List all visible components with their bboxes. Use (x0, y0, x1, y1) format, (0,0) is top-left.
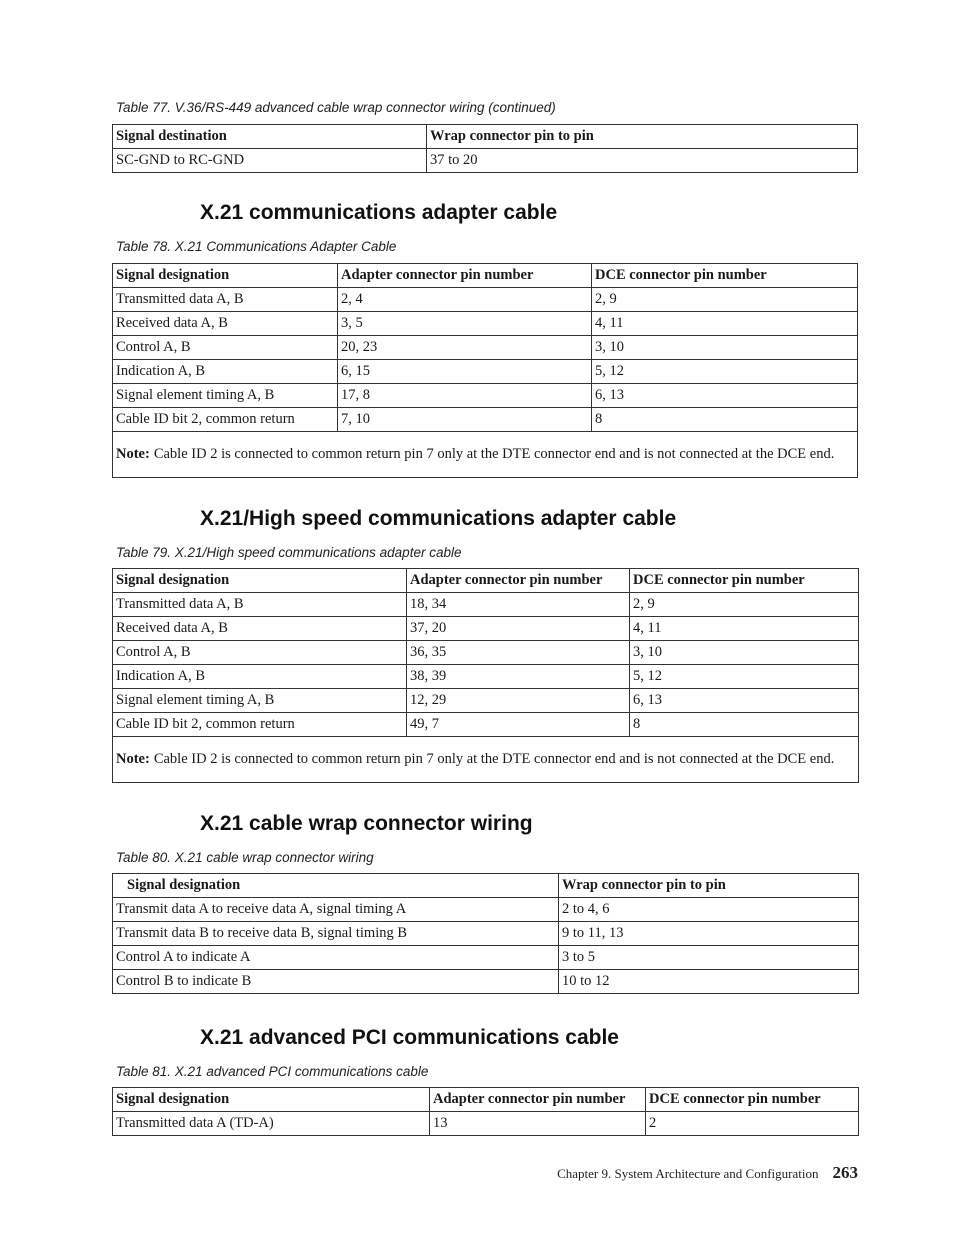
table-cell: 17, 8 (338, 384, 592, 408)
table-row (113, 665, 859, 689)
table-cell: 6, 13 (592, 384, 858, 408)
column-header: Signal designation (113, 1088, 430, 1112)
section-heading-x21-high-speed-cable: X.21/High speed communications adapter cable (200, 507, 677, 530)
table-header-row (113, 125, 858, 149)
table-80 (112, 873, 859, 994)
table-cell: 6, 15 (338, 360, 592, 384)
column-header: Signal designation (113, 569, 407, 593)
table-row (113, 149, 858, 173)
note-label: Note: (116, 446, 150, 462)
table-cell: 9 to 11, 13 (559, 922, 859, 946)
section-heading-x21-adapter-cable: X.21 communications adapter cable (200, 201, 558, 224)
table-cell: 8 (592, 408, 858, 432)
table-row (113, 288, 858, 312)
column-header: Adapter connector pin number (430, 1088, 646, 1112)
table-80-caption: Table 80. X.21 cable wrap connector wiring (116, 850, 374, 865)
table-cell: 38, 39 (407, 665, 630, 689)
table-cell: Transmit data A to receive data A, signal timing A (113, 898, 559, 922)
table-cell: 4, 11 (630, 617, 859, 641)
table-cell: 2, 4 (338, 288, 592, 312)
footer-chapter-title: Chapter 9. System Architecture and Configuration (557, 1166, 819, 1181)
column-header: Adapter connector pin number (407, 569, 630, 593)
table-cell: 2 to 4, 6 (559, 898, 859, 922)
table-row (113, 336, 858, 360)
table-row (113, 360, 858, 384)
table-note-row (113, 737, 859, 783)
table-note-row (113, 432, 858, 478)
table-note (113, 737, 859, 783)
table-header-row (113, 1088, 859, 1112)
table-cell: 6, 13 (630, 689, 859, 713)
table-cell: Signal element timing A, B (113, 689, 407, 713)
table-row (113, 898, 859, 922)
table-note (113, 432, 858, 478)
column-header: Signal designation (113, 874, 559, 898)
table-cell: 3, 10 (592, 336, 858, 360)
page-number: 263 (832, 1163, 858, 1182)
table-cell: 13 (430, 1112, 646, 1136)
table-cell: Indication A, B (113, 360, 338, 384)
table-cell: SC-GND to RC-GND (113, 149, 427, 173)
table-cell: 36, 35 (407, 641, 630, 665)
column-header: Adapter connector pin number (338, 264, 592, 288)
table-cell: 18, 34 (407, 593, 630, 617)
table-cell: 12, 29 (407, 689, 630, 713)
table-cell: Received data A, B (113, 312, 338, 336)
table-79 (112, 568, 859, 783)
table-79-caption: Table 79. X.21/High speed communications adapter cable (116, 545, 462, 560)
table-cell: Transmitted data A, B (113, 288, 338, 312)
table-78-caption: Table 78. X.21 Communications Adapter Cable (116, 239, 397, 254)
page-footer (557, 1163, 858, 1183)
table-cell: Cable ID bit 2, common return (113, 408, 338, 432)
table-77 (112, 124, 858, 173)
table-81-caption: Table 81. X.21 advanced PCI communications cable (116, 1064, 429, 1079)
table-cell: Signal element timing A, B (113, 384, 338, 408)
table-cell: 5, 12 (630, 665, 859, 689)
column-header: Wrap connector pin to pin (559, 874, 859, 898)
table-row (113, 617, 859, 641)
section-heading-x21-advanced-pci-cable: X.21 advanced PCI communications cable (200, 1026, 619, 1049)
column-header: DCE connector pin number (646, 1088, 859, 1112)
table-cell: 2 (646, 1112, 859, 1136)
table-cell: Transmitted data A (TD-A) (113, 1112, 430, 1136)
table-77-caption: Table 77. V.36/RS-449 advanced cable wrap connector wiring (continued) (116, 100, 556, 115)
table-cell: 5, 12 (592, 360, 858, 384)
table-header-row (113, 874, 859, 898)
table-row (113, 946, 859, 970)
table-row (113, 312, 858, 336)
table-row (113, 713, 859, 737)
table-cell: Control A, B (113, 336, 338, 360)
table-row (113, 384, 858, 408)
table-78 (112, 263, 858, 478)
table-row (113, 641, 859, 665)
section-heading-x21-wrap-connector: X.21 cable wrap connector wiring (200, 812, 533, 835)
table-row (113, 593, 859, 617)
table-row (113, 970, 859, 994)
table-cell: 37, 20 (407, 617, 630, 641)
table-row (113, 1112, 859, 1136)
table-header-row (113, 264, 858, 288)
column-header: Signal destination (113, 125, 427, 149)
note-text: Cable ID 2 is connected to common return pin 7 only at the DTE connector end and is not connected at the DCE end. (153, 446, 835, 462)
table-cell: 49, 7 (407, 713, 630, 737)
table-cell: 7, 10 (338, 408, 592, 432)
table-cell: 3, 10 (630, 641, 859, 665)
table-row (113, 922, 859, 946)
table-cell: Transmit data B to receive data B, signal timing B (113, 922, 559, 946)
table-header-row (113, 569, 859, 593)
table-row (113, 689, 859, 713)
table-cell: Received data A, B (113, 617, 407, 641)
table-cell: 3 to 5 (559, 946, 859, 970)
table-cell: 8 (630, 713, 859, 737)
table-cell: 10 to 12 (559, 970, 859, 994)
note-text: Cable ID 2 is connected to common return pin 7 only at the DTE connector end and is not connected at the DCE end. (153, 751, 835, 767)
column-header: DCE connector pin number (630, 569, 859, 593)
table-81 (112, 1087, 859, 1136)
table-cell: 2, 9 (630, 593, 859, 617)
table-cell: 2, 9 (592, 288, 858, 312)
table-cell: Control B to indicate B (113, 970, 559, 994)
table-cell: 37 to 20 (427, 149, 858, 173)
table-cell: 20, 23 (338, 336, 592, 360)
column-header: Signal designation (113, 264, 338, 288)
table-cell: Indication A, B (113, 665, 407, 689)
note-label: Note: (116, 751, 150, 767)
table-cell: 4, 11 (592, 312, 858, 336)
table-row (113, 408, 858, 432)
table-cell: Cable ID bit 2, common return (113, 713, 407, 737)
table-cell: Control A, B (113, 641, 407, 665)
column-header: DCE connector pin number (592, 264, 858, 288)
table-cell: 3, 5 (338, 312, 592, 336)
table-cell: Control A to indicate A (113, 946, 559, 970)
column-header: Wrap connector pin to pin (427, 125, 858, 149)
table-cell: Transmitted data A, B (113, 593, 407, 617)
